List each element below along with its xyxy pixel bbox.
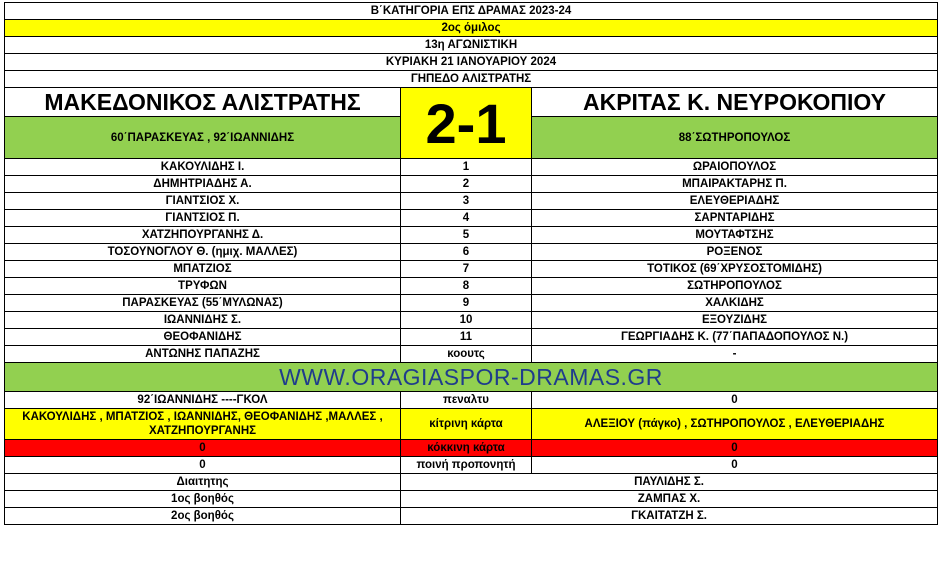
website-banner[interactable]: WWW.ORAGIASPOR-DRAMAS.GR: [5, 363, 938, 392]
shirt-number: 6: [401, 244, 532, 261]
lineup-list: [5, 159, 938, 363]
shirt-number: 4: [401, 210, 532, 227]
home-player: ΓΙΑΝΤΣΙΟΣ Π.: [5, 210, 401, 227]
matchday-label: 13η ΑΓΩΝΙΣΤΙΚΗ: [5, 37, 938, 54]
lineup-row: [5, 278, 938, 295]
official-name: ΖΑΜΠΑΣ Χ.: [401, 491, 938, 508]
away-player: ΕΞΟΥΖΙΔΗΣ: [532, 312, 938, 329]
home-coach-penalty: 0: [5, 457, 401, 474]
lineup-row: [5, 346, 938, 363]
group-label: 2ος όμιλος: [5, 20, 938, 37]
penalty-row: [5, 392, 938, 409]
official-name: ΓΚΑΙΤΑΤΖΗ Σ.: [401, 508, 938, 525]
lineup-row: [5, 312, 938, 329]
shirt-number: 8: [401, 278, 532, 295]
home-player: ΠΑΡΑΣΚΕΥΑΣ (55΄ΜΥΛΩΝΑΣ): [5, 295, 401, 312]
lineup-row: [5, 159, 938, 176]
home-yellow-cards: ΚΑΚΟΥΛΙΔΗΣ , ΜΠΑΤΖΙΟΣ , ΙΩΑΝΝΙΔΗΣ, ΘΕΟΦΑΝΙΔΗΣ ,ΜΑΛΛΕΣ , ΧΑΤΖΗΠΟΥΡΓΑΝΗΣ: [5, 409, 401, 440]
lineup-row: [5, 227, 938, 244]
match-date: ΚΥΡΙΑΚΗ 21 ΙΑΝΟΥΑΡΙΟΥ 2024: [5, 54, 938, 71]
home-player: ΔΗΜΗΤΡΙΑΔΗΣ Α.: [5, 176, 401, 193]
away-yellow-cards: ΑΛΕΞΙΟΥ (πάγκο) , ΣΩΤΗΡΟΠΟΥΛΟΣ , ΕΛΕΥΘΕΡΙΑΔΗΣ: [532, 409, 938, 440]
final-score: 2-1: [401, 88, 532, 159]
red-card-label: κόκκινη κάρτα: [401, 440, 532, 457]
away-player: ΕΛΕΥΘΕΡΙΑΔΗΣ: [532, 193, 938, 210]
official-role: 1ος βοηθός: [5, 491, 401, 508]
header-row-date: [5, 54, 938, 71]
yellow-card-row: [5, 409, 938, 440]
away-red-cards: 0: [532, 440, 938, 457]
away-player: ΧΑΛΚΙΔΗΣ: [532, 295, 938, 312]
away-player: ΜΟΥΤΑΦΤΣΗΣ: [532, 227, 938, 244]
away-coach-penalty: 0: [532, 457, 938, 474]
official-row: [5, 491, 938, 508]
away-player: ΡΟΞΕΝΟΣ: [532, 244, 938, 261]
shirt-number: 9: [401, 295, 532, 312]
home-player: ΘΕΟΦΑΝΙΔΗΣ: [5, 329, 401, 346]
match-report-table: [4, 2, 938, 525]
shirt-number: 2: [401, 176, 532, 193]
shirt-number: 10: [401, 312, 532, 329]
home-player: ΑΝΤΩΝΗΣ ΠΑΠΑΖΗΣ: [5, 346, 401, 363]
official-name: ΠΑΥΛΙΔΗΣ Σ.: [401, 474, 938, 491]
official-row: [5, 508, 938, 525]
venue-label: ΓΗΠΕΔΟ ΑΛΙΣΤΡΑΤΗΣ: [5, 71, 938, 88]
away-scorers: 88΄ΣΩΤΗΡΟΠΟΥΛΟΣ: [532, 117, 938, 159]
home-player: ΓΙΑΝΤΣΙΟΣ Χ.: [5, 193, 401, 210]
coach-penalty-label: ποινή προπονητή: [401, 457, 532, 474]
penalty-label: πεναλτυ: [401, 392, 532, 409]
shirt-number: 3: [401, 193, 532, 210]
shirt-number: 1: [401, 159, 532, 176]
lineup-row: [5, 176, 938, 193]
teams-row: [5, 88, 938, 117]
header-row-group: [5, 20, 938, 37]
home-player: ΚΑΚΟΥΛΙΔΗΣ Ι.: [5, 159, 401, 176]
home-player: ΤΟΣΟΥΝΟΓΛΟΥ Θ. (ημιχ. ΜΑΛΛΕΣ): [5, 244, 401, 261]
official-role: Διαιτητης: [5, 474, 401, 491]
home-player: ΤΡΥΦΩΝ: [5, 278, 401, 295]
lineup-row: [5, 193, 938, 210]
away-player: ΣΑΡΝΤΑΡΙΔΗΣ: [532, 210, 938, 227]
home-team-name: ΜΑΚΕΔΟΝΙΚΟΣ ΑΛΙΣΤΡΑΤΗΣ: [5, 88, 401, 117]
shirt-number: κοουτς: [401, 346, 532, 363]
red-card-row: [5, 440, 938, 457]
home-penalty: 92΄ΙΩΑΝΝΙΔΗΣ ----ΓΚΟΛ: [5, 392, 401, 409]
lineup-row: [5, 244, 938, 261]
league-title: Β΄ΚΑΤΗΓΟΡΙΑ ΕΠΣ ΔΡΑΜΑΣ 2023-24: [5, 3, 938, 20]
website-row: [5, 363, 938, 392]
home-player: ΙΩΑΝΝΙΔΗΣ Σ.: [5, 312, 401, 329]
official-row: [5, 474, 938, 491]
away-player: ΜΠΑΙΡΑΚΤΑΡΗΣ Π.: [532, 176, 938, 193]
away-player: ΤΟΤΙΚΟΣ (69΄ΧΡΥΣΟΣΤΟΜΙΔΗΣ): [532, 261, 938, 278]
away-player: ΓΕΩΡΓΙΑΔΗΣ Κ. (77΄ΠΑΠΑΔΟΠΟΥΛΟΣ Ν.): [532, 329, 938, 346]
shirt-number: 7: [401, 261, 532, 278]
lineup-row: [5, 210, 938, 227]
lineup-row: [5, 295, 938, 312]
away-player: -: [532, 346, 938, 363]
header-row-venue: [5, 71, 938, 88]
yellow-card-label: κίτρινη κάρτα: [401, 409, 532, 440]
home-player: ΜΠΑΤΖΙΟΣ: [5, 261, 401, 278]
home-red-cards: 0: [5, 440, 401, 457]
official-role: 2ος βοηθός: [5, 508, 401, 525]
shirt-number: 11: [401, 329, 532, 346]
home-player: ΧΑΤΖΗΠΟΥΡΓΑΝΗΣ Δ.: [5, 227, 401, 244]
away-penalty: 0: [532, 392, 938, 409]
lineup-row: [5, 261, 938, 278]
coach-penalty-row: [5, 457, 938, 474]
home-scorers: 60΄ΠΑΡΑΣΚΕΥΑΣ , 92΄ΙΩΑΝΝΙΔΗΣ: [5, 117, 401, 159]
away-player: ΣΩΤΗΡΟΠΟΥΛΟΣ: [532, 278, 938, 295]
shirt-number: 5: [401, 227, 532, 244]
header-row-league: [5, 3, 938, 20]
officials-list: [5, 474, 938, 525]
lineup-row: [5, 329, 938, 346]
away-team-name: ΑΚΡΙΤΑΣ Κ. ΝΕΥΡΟΚΟΠΙΟΥ: [532, 88, 938, 117]
header-row-matchday: [5, 37, 938, 54]
away-player: ΩΡΑΙΟΠΟΥΛΟΣ: [532, 159, 938, 176]
